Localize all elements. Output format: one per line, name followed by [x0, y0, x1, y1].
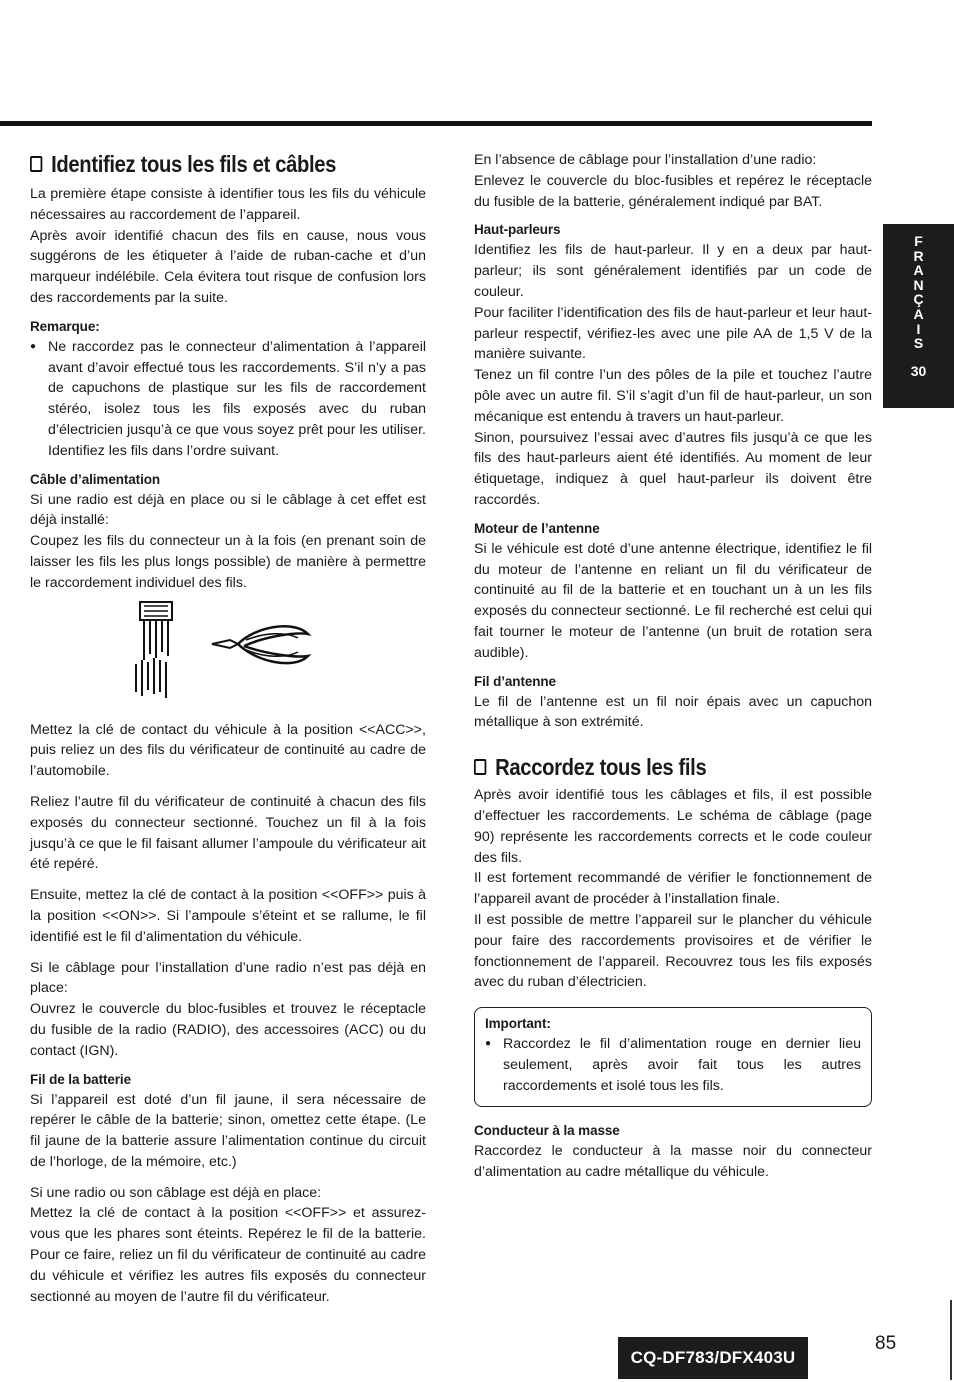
batterie-title: Fil de la batterie	[30, 1071, 131, 1087]
off-on-paragraph: Ensuite, mettez la clé de contact à la position <<OFF>> puis à la position <<ON>>. Si l’ampoule s’éteint et se rallume, le fil identifié est le fil d’alimentation du véhicule.	[30, 887, 426, 945]
intro-paragraph-2: Après avoir identifié chacun des fils en cause, nous vous suggérons de les étiqueter à l’aide de ruban-cache et d’un marqueur indélébile. Cela évitera tout risque de confusion lors des raccordements par la suite.	[30, 227, 426, 306]
remarque-title: Remarque:	[30, 318, 100, 334]
antenne-title: Fil d’antenne	[474, 673, 556, 689]
moteur-title: Moteur de l’antenne	[474, 520, 600, 536]
batterie-paragraph-1: Si l’appareil est doté d’un fil jaune, il sera nécessaire de repérer le câble de la batterie; sinon, omettez cette étape. (Le fil jaune de la batterie assure l’alimentation continue du circuit de l’horloge, de la mémoire, etc.)	[30, 1091, 426, 1170]
connector-and-pliers-icon	[126, 600, 316, 700]
important-list	[485, 1034, 861, 1096]
antenne-paragraph: Le fil de l’antenne est un fil noir épais avec un capuchon métallique à son extrémité.	[474, 693, 872, 731]
racc-paragraph-2: Il est fortement recommandé de vérifier le fonctionnement de l’appareil avant de procéder à l’installation finale.	[474, 870, 872, 908]
moteur-paragraph: Si le véhicule est doté d’une antenne électrique, identifiez le fil du moteur de l’antenne en reliant un fil du vérificateur de continuité au fil de la batterie et en touchant un à un les fils exposés du connecteur sectionné. Le fil recherché est celui qui fait tourner le moteur de l’antenne (un bruit de rotation sera audible).	[474, 540, 872, 661]
no-wiring-paragraph-b: Ouvrez le couvercle du bloc-fusibles et trouvez le réceptacle du fusible de la radio (RADIO), des accessoires (ACC) ou du contact (IGN).	[30, 1001, 426, 1059]
important-title: Important:	[485, 1016, 551, 1032]
cable-title: Câble d’alimentation	[30, 471, 161, 487]
cable-paragraph-2: Coupez les fils du connecteur un à la fois (en prenant soin de laisser les fils les plus longs possible) de manière à permettre le raccordement individuel des fils.	[30, 533, 426, 591]
language-side-tab	[883, 224, 954, 408]
hp-paragraph-2: Pour faciliter l’identification des fils de haut-parleur et leur haut-parleur respectif, vérifiez-les avec une pile AA de 1,5 V de la manière suivante.	[474, 304, 872, 363]
hp-paragraph-3: Tenez un fil contre l’un des pôles de la pile et touchez l’autre pôle avec un autre fil. S’il s’agit d’un fil de haut-parleur, un son mécanique est entendu à travers un haut-parleur.	[474, 367, 872, 425]
left-column	[30, 150, 426, 1307]
tab-number: 30	[910, 362, 927, 379]
language-letters: F R A N Ç A I S	[913, 233, 924, 352]
masse-title: Conducteur à la masse	[474, 1123, 620, 1139]
batterie-paragraph-2a: Si une radio ou son câblage est déjà en place:	[30, 1184, 322, 1201]
page-number: 85	[875, 1333, 897, 1354]
model-number-bar: CQ-DF783/DFX403U	[618, 1337, 808, 1379]
hp-paragraph-1: Identifiez les fils de haut-parleur. Il y en a deux par haut-parleur; ils sont généralement identifiés par un code de couleur.	[474, 242, 872, 300]
absence-paragraph-a: En l’absence de câblage pour l’installation d’une radio:	[474, 152, 817, 168]
right-column	[474, 150, 872, 1183]
tester-paragraph: Reliez l’autre fil du vérificateur de continuité à chacun des fils exposés du connecteur sectionné. Touchez un fil à la fois jusqu’à ce que le fil faisant allumer l’ampoule du vérificateur ait été repéré.	[30, 793, 426, 873]
section-heading-connect: Raccordez tous les fils	[474, 753, 824, 781]
important-item: ● Raccordez le fil d’alimentation rouge en dernier lieu seulement, après avoir fait tous les autres raccordements et isolé tous les fils.	[485, 1034, 861, 1096]
intro-paragraph-1: La première étape consiste à identifier tous les fils du véhicule nécessaires au raccordement de l’appareil.	[30, 186, 426, 223]
checkbox-square-icon	[474, 759, 486, 775]
no-wiring-paragraph-a: Si le câblage pour l’installation d’une radio n’est pas déjà en place:	[30, 959, 426, 997]
remarque-item: ● Ne raccordez pas le connecteur d’alimentation à l’appareil avant d’avoir effectué tous les raccordements. S’il n’y a pas de capuchons de plastique sur les fils de raccordement stéréo, isolez tous les fils exposés avec du ruban d’électricien jusqu’à ce que vous soyez prêt pour les utiliser. Identifiez les fils dans l’ordre suivant.	[30, 337, 426, 462]
cable-paragraph-1: Si une radio est déjà en place ou si le câblage à cet effet est déjà installé:	[30, 491, 426, 529]
remarque-list	[30, 337, 426, 462]
top-rule	[0, 121, 872, 126]
acc-paragraph: Mettez la clé de contact du véhicule à la position <<ACC>>, puis reliez un des fils du vérificateur de continuité au cadre de l’automobile.	[30, 721, 426, 780]
important-box	[474, 1007, 872, 1107]
batterie-paragraph-2b: Mettez la clé de contact à la position <<OFF>> et assurez-vous que les phares sont éteints. Repérez le fil de la batterie. Pour ce faire, reliez un fil du vérificateur de continuité au cadre du véhicule et vérifiez les autres fils exposés du connecteur sectionné au moyen de l’autre fil du vérificateur.	[30, 1205, 426, 1305]
page-edge-line	[950, 1300, 952, 1380]
section-heading-identify: Identifiez tous les fils et câbles	[30, 150, 378, 178]
masse-paragraph: Raccordez le conducteur à la masse noir du connecteur d’alimentation au cadre métallique du véhicule.	[474, 1143, 872, 1181]
checkbox-square-icon	[30, 156, 42, 172]
hp-paragraph-4: Sinon, poursuivez l’essai avec d’autres fils jusqu’à ce que les fils des haut-parleurs aient été identifiés. Au moment de leur étiquetage, indiquez à quel haut-parleur ils doivent être raccordés.	[474, 429, 872, 508]
wire-cutter-illustration	[30, 600, 426, 710]
haut-parleurs-title: Haut-parleurs	[474, 222, 561, 238]
racc-paragraph-3: Il est possible de mettre l’appareil sur le plancher du véhicule pour faire des raccordements provisoires et de vérifier le fonctionnement de l’appareil. Recouvrez tous les fils exposés avec du ruban d’électricien.	[474, 911, 872, 991]
racc-paragraph-1: Après avoir identifié tous les câblages et fils, il est possible d’effectuer les raccordements. Le schéma de câblage (page 90) représente les raccordements corrects et le code couleur des fils.	[474, 787, 872, 866]
absence-paragraph-b: Enlevez le couvercle du bloc-fusibles et repérez le réceptacle du fusible de la batterie, généralement indiqué par BAT.	[474, 172, 872, 210]
